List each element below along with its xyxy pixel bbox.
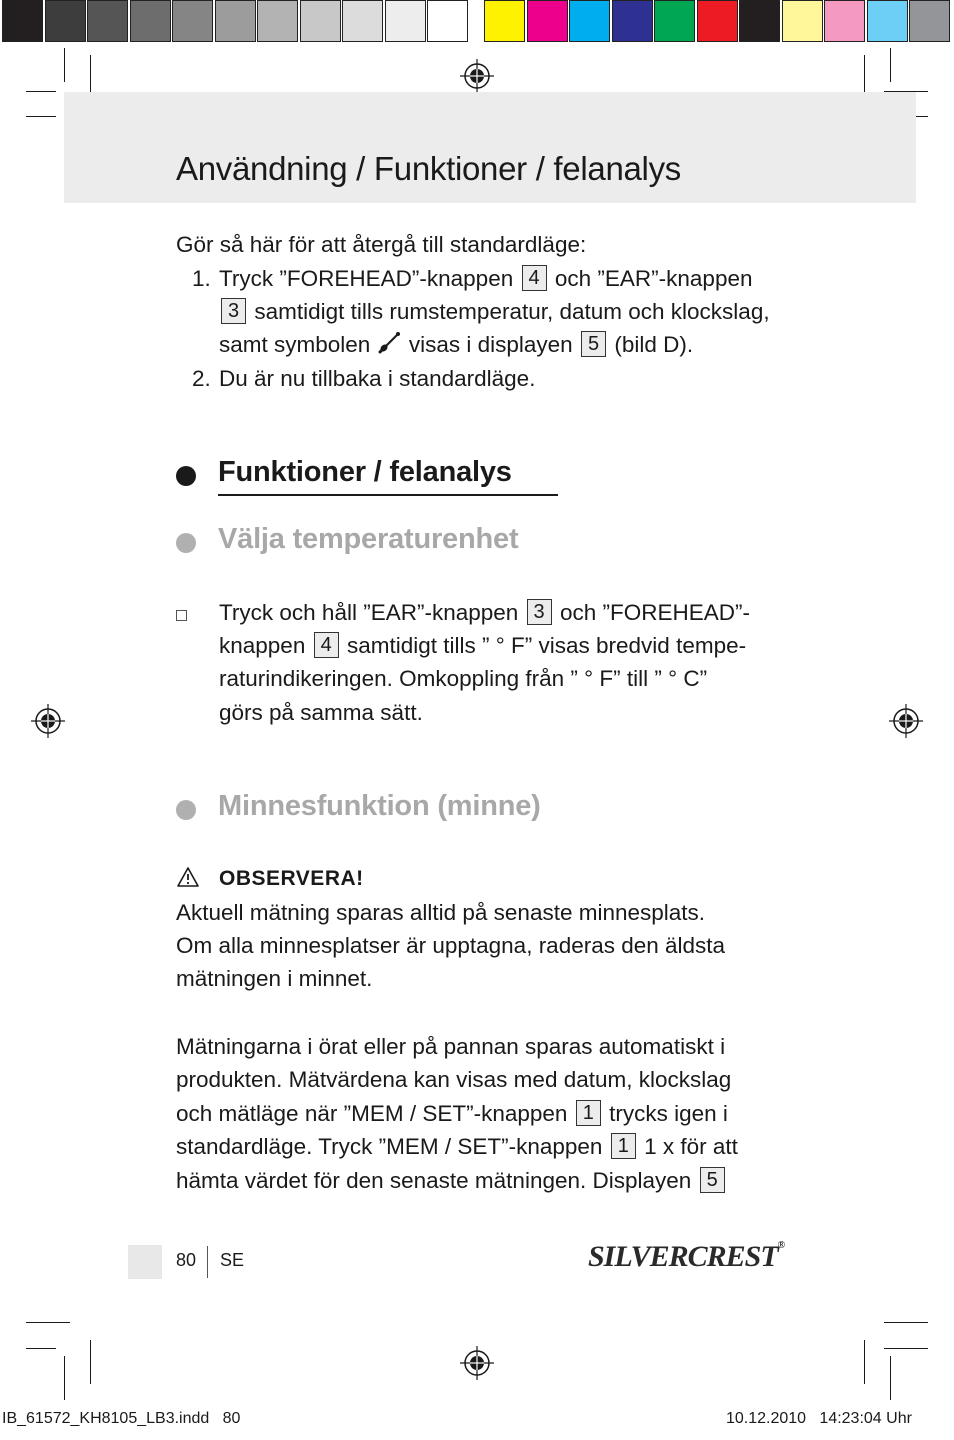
color-swatch: [909, 0, 950, 42]
registration-mark-icon: [31, 704, 65, 738]
color-swatch: [824, 0, 865, 42]
section2-text: samtidigt tills ” ° F” visas bredvid tempe-: [347, 633, 747, 658]
color-swatch: [527, 0, 568, 42]
color-swatch: [385, 0, 426, 42]
notice-text-line: Aktuell mätning sparas alltid på senaste minnesplats.: [176, 900, 706, 925]
section-bullet-dark: [176, 466, 196, 486]
section2-text: Tryck och håll ”EAR”-knappen: [219, 600, 519, 625]
crop-mark: [26, 1348, 56, 1349]
intro-lead: Gör så här för att återgå till standardläge:: [176, 232, 587, 257]
paragraph-text: standardläge. Tryck ”MEM / SET”-knappen: [176, 1134, 603, 1159]
color-swatch: [130, 0, 171, 42]
reference-number: 5: [700, 1167, 725, 1193]
color-swatch: [654, 0, 695, 42]
paragraph-line: Mätningarna i örat eller på pannan sparas automatiskt i: [176, 1034, 726, 1059]
section-heading: Funktioner / felanalys: [218, 456, 512, 488]
registration-mark-icon: [889, 704, 923, 738]
crop-mark: [890, 1356, 891, 1400]
step1-line3: [219, 328, 693, 362]
color-swatch: [87, 0, 128, 42]
step1-text: (bild D).: [614, 332, 694, 357]
section2-line1: [219, 596, 750, 630]
crop-mark: [64, 1356, 65, 1400]
step2-text: Du är nu tillbaka i standardläge.: [219, 366, 536, 391]
color-swatch: [427, 0, 468, 42]
brand-registered-mark: ®: [777, 1240, 785, 1251]
section2-text: knappen: [219, 633, 306, 658]
color-swatch: [45, 0, 86, 42]
step1-line2: [219, 295, 770, 329]
color-swatch: [300, 0, 341, 42]
page-number: 80: [176, 1250, 197, 1270]
color-swatch: [782, 0, 823, 42]
crop-mark: [884, 1348, 928, 1349]
registration-mark-icon: [460, 59, 494, 93]
crop-mark: [890, 48, 891, 82]
color-swatch: [257, 0, 298, 42]
paragraph-line: [176, 1130, 738, 1164]
paragraph-text: hämta värdet för den senaste mätningen. Displayen: [176, 1168, 692, 1193]
crop-mark: [90, 1340, 91, 1384]
section-bullet-gray: [176, 800, 196, 820]
step1-text: och ”EAR”-knappen: [554, 266, 753, 291]
reference-number: 5: [581, 331, 606, 357]
section2-line2: [219, 629, 746, 663]
step1-text: Tryck ”FOREHEAD”-knappen: [219, 266, 514, 291]
paragraph-line: produkten. Mätvärdena kan visas med datum, klockslag: [176, 1067, 732, 1092]
section-heading: Välja temperaturenhet: [218, 523, 519, 555]
reference-number: 3: [527, 599, 552, 625]
section2-line3: raturindikeringen. Omkoppling från ” ° F” till ” ° C”: [219, 666, 708, 691]
print-slug-file: IB_61572_KH8105_LB3.indd 80: [2, 1410, 241, 1427]
color-swatch: [215, 0, 256, 42]
color-swatch: [172, 0, 213, 42]
step-number: 1.: [192, 266, 211, 291]
brand-logo: [588, 1240, 784, 1274]
step1-text: samtidigt tills rumstemperatur, datum och klockslag,: [254, 299, 770, 324]
list-square-bullet: [176, 610, 187, 621]
registration-mark-icon: [460, 1346, 494, 1380]
paragraph-line: [176, 1097, 728, 1131]
paragraph-line: [176, 1164, 727, 1198]
color-swatch: [867, 0, 908, 42]
color-swatch: [612, 0, 653, 42]
paragraph-text: och mätläge när ”MEM / SET”-knappen: [176, 1101, 568, 1126]
paragraph-text: 1 x för att: [644, 1134, 738, 1159]
heading-underline: [218, 494, 558, 496]
color-swatch: [697, 0, 738, 42]
reference-number: 1: [611, 1133, 636, 1159]
footer-tab: [128, 1245, 162, 1279]
color-swatch: [569, 0, 610, 42]
crop-mark: [26, 91, 56, 92]
notice-text-line: Om alla minnesplatser är upptagna, raderas den äldsta: [176, 933, 726, 958]
color-swatch: [342, 0, 383, 42]
crop-mark: [26, 116, 56, 117]
color-swatch: [739, 0, 780, 42]
crop-mark: [26, 1322, 70, 1323]
notice-label: OBSERVERA!: [219, 867, 364, 890]
print-slug-date: 10.12.2010 14:23:04 Uhr: [726, 1410, 912, 1427]
language-code: SE: [220, 1250, 245, 1270]
crop-mark: [64, 48, 65, 82]
step1-line1: [219, 262, 753, 296]
step1-text: visas i displayen: [408, 332, 573, 357]
color-bar-colors: [484, 0, 952, 46]
crop-mark: [884, 1322, 928, 1323]
footer-divider: [207, 1246, 208, 1278]
paragraph-text: trycks igen i: [609, 1101, 728, 1126]
crop-mark: [864, 1340, 865, 1384]
color-bar-grays: [2, 0, 470, 46]
step-number: 2.: [192, 366, 211, 391]
probe-icon: [377, 331, 403, 355]
section2-text: och ”FOREHEAD”-: [559, 600, 750, 625]
step1-text: samt symbolen: [219, 332, 371, 357]
section-heading: Minnesfunktion (minne): [218, 790, 541, 822]
reference-number: 3: [221, 298, 246, 324]
section2-line4: görs på samma sätt.: [219, 700, 423, 725]
warning-icon: [176, 866, 200, 888]
page-title: Användning / Funktioner / felanalys: [176, 150, 681, 187]
notice-text-line: mätningen i minnet.: [176, 966, 373, 991]
color-swatch: [484, 0, 525, 42]
brand-name: SILVERCREST: [588, 1240, 778, 1273]
reference-number: 4: [522, 265, 547, 291]
reference-number: 1: [576, 1100, 601, 1126]
reference-number: 4: [314, 632, 339, 658]
section-bullet-gray: [176, 533, 196, 553]
color-swatch: [2, 0, 43, 42]
